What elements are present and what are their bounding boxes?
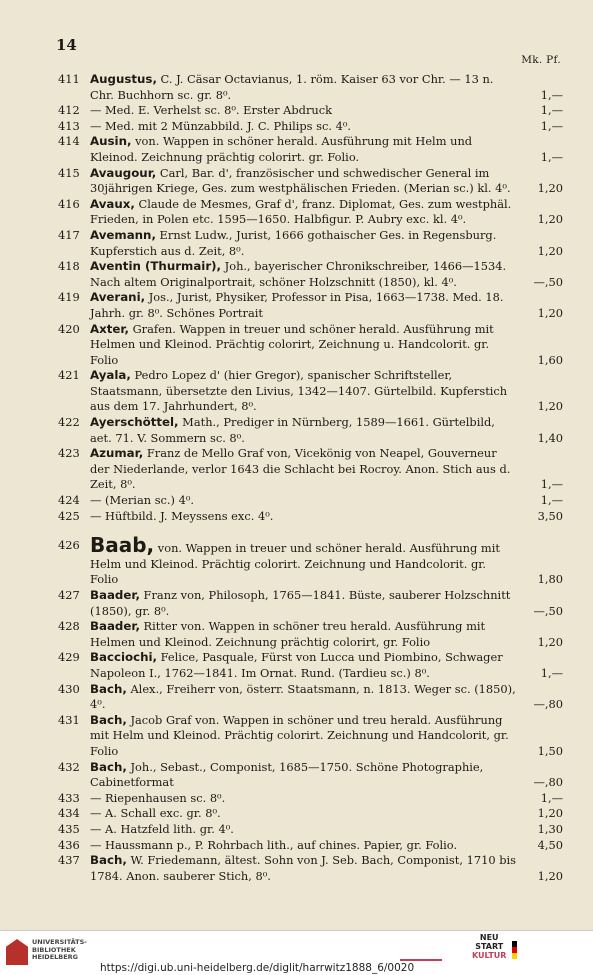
entry-description [90,103,517,119]
entry-price: 1,20 [537,806,563,821]
entry-number: 421 [58,368,80,383]
entry-price: 1,— [540,103,563,118]
entry-price: 1,30 [537,821,563,836]
entry-text: C. J. Cäsar Octavianus, 1. röm. Kaiser 63 vor Chr. — 13 n. Chr. Buchhorn sc. gr. 8⁰. [90,72,494,102]
catalog-entry [56,822,561,838]
entry-text: Joh., bayerischer Chronikschreiber, 1466—1534. Nach altem Originalportrait, schöner Holzschnitt (1850), kl. 4⁰. [90,259,507,289]
entry-text: — Riepenhausen sc. 8⁰. [90,790,226,805]
catalog-entry [56,806,561,822]
entry-description [90,791,517,807]
entry-number: 429 [58,650,80,665]
entry-description [90,197,517,228]
university-library-name: UNIVERSITÄTS- BIBLIOTHEK HEIDELBERG [32,938,87,961]
catalog-entry [56,228,561,259]
catalog-entry [56,619,561,650]
entry-number: 418 [58,259,80,274]
entry-number: 420 [58,321,80,336]
entry-description [90,259,517,290]
entry-price: 1,20 [537,181,563,196]
entry-price: 1,20 [537,305,563,320]
entry-text: Carl, Bar. d', französischer und schwedischer General im 30jährigen Kriege, Ges. zum westphälischen Frieden. (Merian sc.) kl. 4⁰. [90,165,511,196]
entry-text: W. Friedemann, ältest. Sohn von J. Seb. Bach, Componist, 1710 bis 1784. Anon. sauberer Stich, 8⁰. [90,853,516,883]
entry-heading: Bach, [90,759,127,774]
entry-heading: Ayala, [90,368,131,383]
entry-number: 412 [58,103,80,118]
entry-heading: Avaugour, [90,165,157,180]
entry-number: 426 [58,538,80,553]
entry-heading: Ausin, [90,134,132,149]
entry-price: 1,— [540,149,563,164]
entry-price: 1,20 [537,868,563,883]
entry-price: 1,— [540,118,563,133]
entry-description [90,806,517,822]
entry-heading: Baader, [90,619,140,634]
entry-number: 425 [58,508,80,523]
entry-text: — Med. E. Verhelst sc. 8⁰. Erster Abdruck [90,103,333,118]
entry-number: 432 [58,759,80,774]
page-number: 14 [56,36,77,54]
catalog-entry [56,290,561,321]
entry-heading: Axter, [90,321,129,336]
entry-heading: Bacciochi, [90,650,158,665]
entry-heading: Averani, [90,290,146,305]
catalog-entry [56,838,561,854]
catalog-entry [56,682,561,713]
entry-heading: Bach, [90,681,127,696]
entry-text: — Hüftbild. J. Meyssens exc. 4⁰. [90,508,274,523]
entry-description [90,838,517,854]
catalog-entry [56,446,561,493]
entry-price: 1,20 [537,399,563,414]
entry-text: Grafen. Wappen in treuer und schöner herald. Ausführung mit Helmen und Kleinod. Prächtig colorirt, Zeichnung u. Handcolorit. gr. Folio [90,321,494,367]
entry-description [90,760,517,791]
entry-text: Ritter von. Wappen in schöner treu herald. Ausführung mit Helmen und Kleinod. Zeichnung prächtig colorirt, gr. Folio [90,619,486,649]
entry-text: Alex., Freiherr von, österr. Staatsmann, n. 1813. Weger sc. (1850), 4⁰. [90,681,516,712]
entry-description [90,650,517,681]
entry-number: 435 [58,821,80,836]
entry-text: Math., Prediger in Nürnberg, 1589—1661. Gürtelbild, aet. 71. V. Sommern sc. 8⁰. [90,415,495,445]
entry-text: Jacob Graf von. Wappen in schöner und treu herald. Ausführung mit Helm und Kleinod. Prächtig colorirt. Zeichnung und Handcolorit, gr. Folio [90,712,509,758]
entry-description [90,134,517,165]
entry-description [90,682,517,713]
entry-heading: Bach, [90,853,127,868]
catalog-entry [56,259,561,290]
entry-heading: Augustus, [90,72,157,86]
catalog-entries [56,72,561,884]
entry-number: 431 [58,712,80,727]
entry-description [90,119,517,135]
entry-price: 1,20 [537,212,563,227]
catalog-entry [56,322,561,369]
entry-text: Ernst Ludw., Jurist, 1666 gothaischer Ges. in Regensburg. Kupferstich aus d. Zeit, 8⁰. [90,227,497,258]
entry-text: von. Wappen in schöner herald. Ausführung mit Helm und Kleinod. Zeichnung prächtig colorirt. gr. Folio. [90,134,473,164]
entry-text: Jos., Jurist, Physiker, Professor in Pisa, 1663—1738. Med. 18. Jahrh. gr. 8⁰. Schönes Portrait [90,290,504,320]
entry-price: 1,— [540,477,563,492]
entry-description [90,446,517,493]
catalog-entry [56,493,561,509]
entry-text: — Haussmann p., P. Rohrbach lith., auf chines. Papier, gr. Folio. [90,837,458,852]
entry-description [90,588,517,619]
entry-heading: Azumar, [90,446,144,461]
entry-description [90,166,517,197]
entry-heading: Avemann, [90,227,156,242]
catalog-entry [56,650,561,681]
entry-description [90,713,517,760]
catalog-entry [56,368,561,415]
entry-price: —,80 [533,697,563,712]
entry-price: —,50 [533,274,563,289]
catalog-entry [56,533,563,588]
entry-text: von. Wappen in treuer und schöner herald. Ausführung mit Helm und Kleinod. Prächtig colorirt. Zeichnung und Handcolorit. gr. Folio [90,541,500,587]
entry-price: 1,20 [537,634,563,649]
catalog-entry [56,588,561,619]
entry-description [90,619,517,650]
federal-flag-icon [512,941,517,959]
entry-number: 415 [58,165,80,180]
entry-price: 1,50 [537,743,563,758]
entry-description [90,533,517,588]
entry-price: 1,— [540,790,563,805]
price-column-header: Mk. Pf. [521,54,561,66]
entry-number: 434 [58,806,80,821]
entry-number: 422 [58,415,80,430]
catalog-entry [56,166,561,197]
entry-text: — Med. mit 2 Münzabbild. J. C. Philips sc. 4⁰. [90,118,352,133]
entry-heading: Baab, [90,533,155,558]
entry-text: Felice, Pasquale, Fürst von Lucca und Piombino, Schwager Napoleon I., 1762—1841. Im Ornat. Rund. (Tardieu sc.) 8⁰. [90,650,503,680]
entry-text: Pedro Lopez d' (hier Gregor), spanischer Schriftsteller, Staatsmann, übersetzte den Livius, 1342—1407. Gürtelbild. Kupferstich aus dem 17. Jahrhundert, 8⁰. [90,368,508,414]
entry-price: 1,— [540,665,563,680]
entry-description [90,228,517,259]
catalog-entry [56,853,561,884]
entry-number: 427 [58,588,80,602]
entry-number: 437 [58,853,80,868]
entry-description [90,290,517,321]
entry-number: 413 [58,118,80,133]
entry-number: 419 [58,290,80,305]
entry-price: 1,— [540,87,563,102]
catalog-entry [56,415,561,446]
entry-text: Franz de Mello Graf von, Vicekönig von Neapel, Gouverneur der Niederlande, verlor 1643 die Schlacht bei Rocroy. Anon. Stich aus d. Zeit, 8⁰. [90,446,511,492]
entry-description [90,415,517,446]
entry-number: 417 [58,227,80,242]
catalog-entry [56,103,561,119]
entry-price: 1,60 [537,352,563,367]
entry-price: 1,— [540,493,563,508]
catalog-entry [56,119,561,135]
entry-text: Joh., Sebast., Componist, 1685—1750. Schöne Photographie, Cabinetformat [90,759,484,790]
entry-heading: Bach, [90,712,127,727]
entry-heading: Avaux, [90,196,135,211]
entry-text: Claude de Mesmes, Graf d', franz. Diplomat, Ges. zum westphäl. Frieden, in Polen etc. 1595—1650. Halbfigur. P. Aubry exc. kl. 4⁰. [90,196,512,227]
entry-number: 428 [58,619,80,634]
entry-text: Franz von, Philosoph, 1765—1841. Büste, sauberer Holzschnitt (1850), gr. 8⁰. [90,588,511,618]
entry-number: 424 [58,493,80,508]
viewer-footer [0,930,593,975]
entry-heading: Ayerschöttel, [90,415,179,430]
entry-text: — A. Schall exc. gr. 8⁰. [90,806,221,821]
catalog-entry [56,197,561,228]
entry-number: 433 [58,790,80,805]
entry-price: —,80 [533,775,563,790]
catalog-entry [56,72,561,103]
entry-price: 1,80 [537,572,563,587]
entry-price: —,50 [533,603,563,618]
entry-price: 1,40 [537,430,563,445]
entry-price: 3,50 [537,508,563,523]
entry-description [90,322,517,369]
university-library-logo-icon [6,939,28,965]
entry-number: 414 [58,134,80,149]
entry-price: 1,20 [537,243,563,258]
entry-number: 436 [58,837,80,852]
entry-description [90,493,517,509]
entry-description [90,72,517,103]
entry-text: — (Merian sc.) 4⁰. [90,493,195,508]
entry-number: 423 [58,446,80,461]
entry-heading: Baader, [90,588,140,602]
entry-number: 411 [58,72,80,86]
entry-text: — A. Hatzfeld lith. gr. 4⁰. [90,821,234,836]
entry-heading: Aventin (Thurmair), [90,259,222,274]
entry-description [90,822,517,838]
neustart-kultur-logo: NEU START KULTUR [472,933,507,960]
catalog-entry [56,713,561,760]
sponsor-logo-icon [400,945,442,961]
entry-number: 430 [58,681,80,696]
entry-number: 416 [58,196,80,211]
page-url[interactable]: https://digi.ub.uni-heidelberg.de/diglit/harrwitz1888_6/0020 [100,962,415,974]
entry-description [90,853,517,884]
catalog-entry [56,791,561,807]
entry-price: 4,50 [537,837,563,852]
catalog-entry [56,509,561,525]
entry-description [90,509,517,525]
catalog-entry [56,760,561,791]
catalog-entry [56,134,561,165]
entry-description [90,368,517,415]
